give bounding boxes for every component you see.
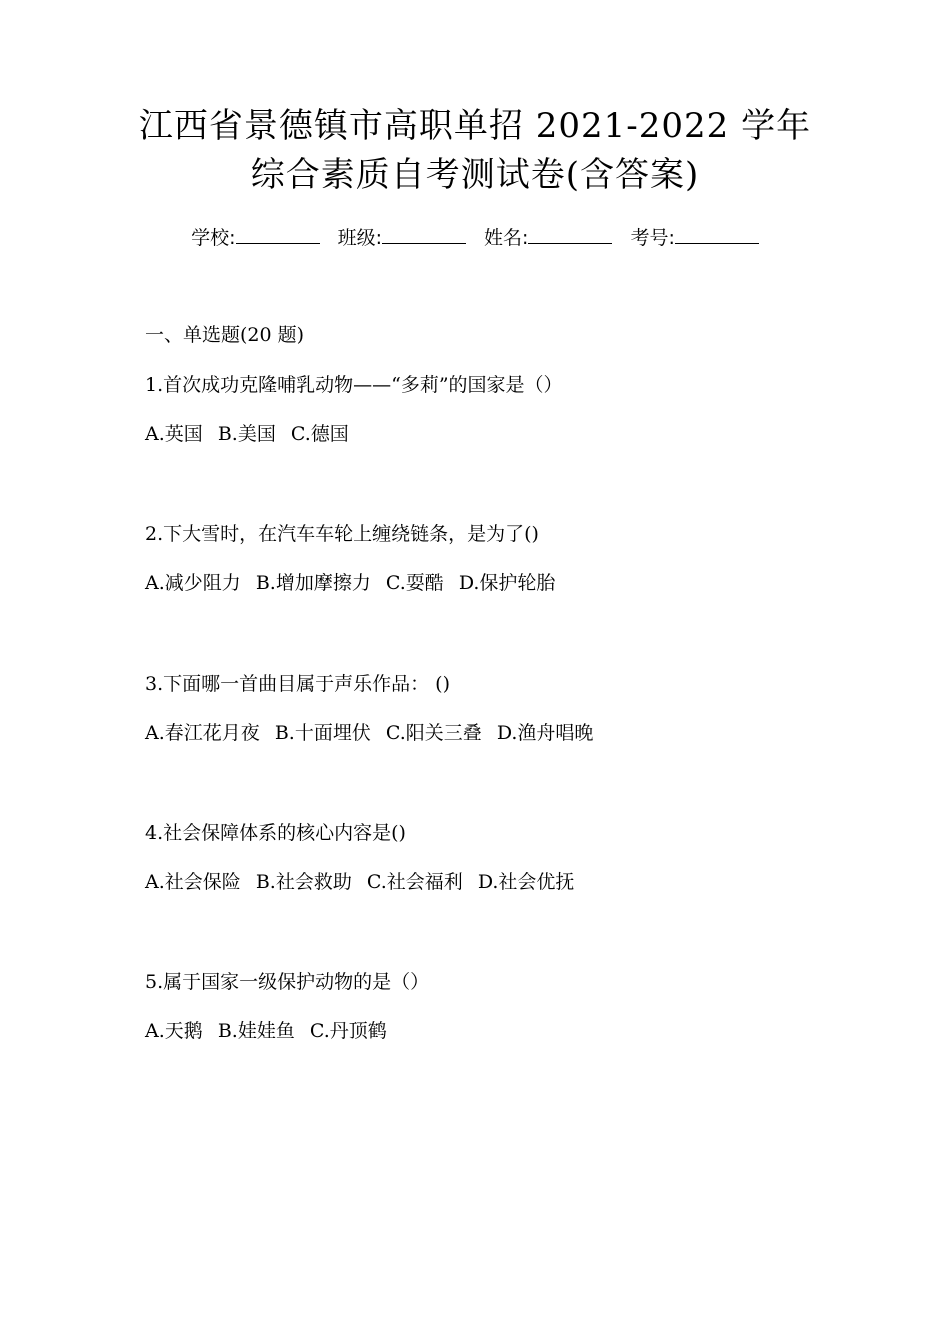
- question-3-option-c: C.阳关三叠: [385, 722, 482, 744]
- exam-number-blank[interactable]: [675, 225, 759, 244]
- question-4-option-d: D.社会优抚: [477, 871, 575, 893]
- question-2-option-d: D.保护轮胎: [458, 572, 556, 594]
- class-label: 班级:: [337, 227, 382, 249]
- question-5-options: [145, 1018, 396, 1044]
- question-1-option-c: C.德国: [290, 423, 349, 445]
- name-label: 姓名:: [484, 227, 529, 249]
- exam-title-line-2: 综合素质自考测试卷(含答案): [250, 155, 700, 195]
- question-1-stem: 1.首次成功克隆哺乳动物——“多莉”的国家是（）: [145, 374, 563, 396]
- question-5-option-a: A.天鹅: [145, 1020, 203, 1042]
- exam-number-field: [630, 227, 758, 249]
- name-blank[interactable]: [528, 225, 612, 244]
- school-label: 学校:: [191, 227, 236, 249]
- school-blank[interactable]: [236, 225, 320, 244]
- question-2-option-b: B.增加摩擦力: [255, 572, 371, 594]
- question-4-option-a: A.社会保险: [145, 871, 241, 893]
- question-3-option-b: B.十面埋伏: [274, 722, 371, 744]
- question-2-option-a: A.减少阻力: [145, 572, 241, 594]
- section-title: 一、单选题(20 题): [145, 324, 305, 346]
- student-info-row: [0, 225, 950, 251]
- question-4-option-b: B.社会救助: [255, 871, 352, 893]
- question-3-options: [145, 720, 602, 746]
- question-4-option-c: C.社会福利: [366, 871, 463, 893]
- question-5-stem: 5.属于国家一级保护动物的是（）: [145, 971, 430, 993]
- question-3-option-d: D.渔舟唱晚: [496, 722, 594, 744]
- question-1-option-b: B.美国: [217, 423, 276, 445]
- question-4-stem: 4.社会保障体系的核心内容是(): [145, 822, 406, 844]
- exam-title-line-1: 江西省景德镇市高职单招 2021-2022 学年: [138, 106, 812, 146]
- question-5-option-b: B.娃娃鱼: [217, 1020, 295, 1042]
- question-4-options: [145, 869, 583, 895]
- question-1-options: [145, 421, 358, 447]
- name-field: [484, 227, 612, 249]
- class-blank[interactable]: [382, 225, 466, 244]
- exam-number-label: 考号:: [630, 227, 675, 249]
- question-3-option-a: A.春江花月夜: [145, 722, 260, 744]
- question-2-options: [145, 570, 564, 596]
- school-field: [191, 227, 319, 249]
- class-field: [338, 227, 466, 249]
- question-2-stem: 2.下大雪时，在汽车车轮上缠绕链条，是为了(): [145, 523, 539, 545]
- question-2-option-c: C.耍酷: [385, 572, 444, 594]
- question-3-stem: 3.下面哪一首曲目属于声乐作品： (): [145, 673, 450, 695]
- question-1-option-a: A.英国: [145, 423, 203, 445]
- question-5-option-c: C.丹顶鹤: [309, 1020, 387, 1042]
